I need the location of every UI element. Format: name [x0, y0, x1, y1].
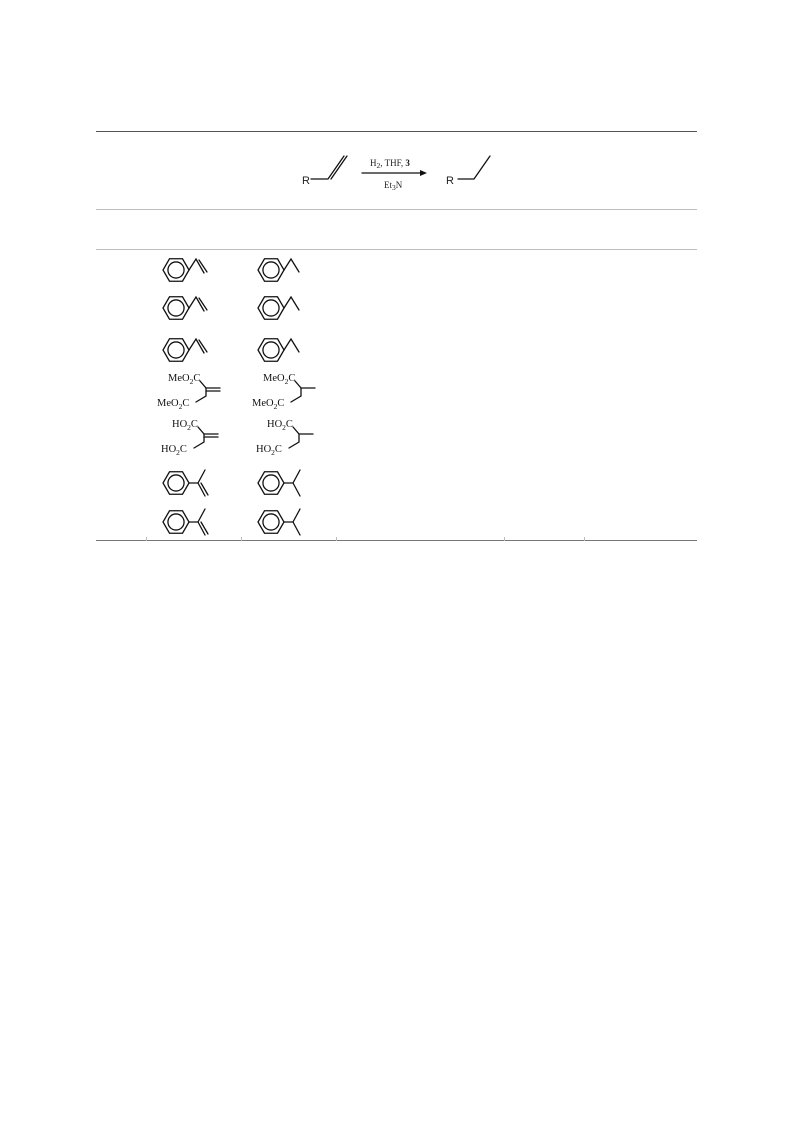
condition-bottom: $Et_3N$ — [384, 180, 403, 192]
product-structure-ethylbenzene — [255, 333, 335, 373]
product-structure-methylsuccinate — [249, 371, 329, 411]
table-body-rule — [96, 249, 697, 250]
column-tick — [241, 537, 242, 541]
product-structure-methylsuccinate — [249, 417, 329, 457]
substrate-bottom-ester-label: $HO_2C$ — [161, 444, 187, 457]
substrate-structure-itaconate — [154, 371, 234, 411]
substrate-structure-styrene — [160, 291, 240, 331]
reactant-r-label: R — [302, 175, 310, 187]
substrate-structure-itaconate — [154, 417, 234, 457]
column-tick — [336, 537, 337, 541]
substrate-structure-methylstyrene — [160, 466, 240, 506]
table-top-rule — [96, 131, 697, 132]
reaction-scheme — [300, 148, 500, 193]
table-bottom-rule — [96, 540, 697, 541]
condition-top: $H_2$, THF, 3 — [370, 158, 410, 170]
product-r-label: R — [446, 175, 454, 187]
column-tick — [584, 537, 585, 541]
product-bottom-ester-label: $HO_2C$ — [256, 444, 282, 457]
substrate-structure-styrene — [160, 333, 240, 373]
substrate-top-ester-label: $HO_2C$ — [172, 419, 198, 432]
product-top-ester-label: $HO_2C$ — [267, 419, 293, 432]
substrate-bottom-ester-label: MeO$_2$C — [157, 398, 190, 411]
product-structure-cumene — [255, 505, 335, 545]
substrate-structure-methylstyrene — [160, 505, 240, 545]
substrate-top-ester-label: MeO$_2$C — [168, 373, 201, 386]
substrate-structure-styrene — [160, 253, 240, 293]
table-header-rule — [96, 209, 697, 210]
product-structure-ethylbenzene — [255, 291, 335, 331]
product-structure-ethylbenzene — [255, 253, 335, 293]
product-top-ester-label: MeO$_2$C — [263, 373, 296, 386]
column-tick — [504, 537, 505, 541]
product-bottom-ester-label: MeO$_2$C — [252, 398, 285, 411]
product-structure-cumene — [255, 466, 335, 506]
column-tick — [146, 537, 147, 541]
